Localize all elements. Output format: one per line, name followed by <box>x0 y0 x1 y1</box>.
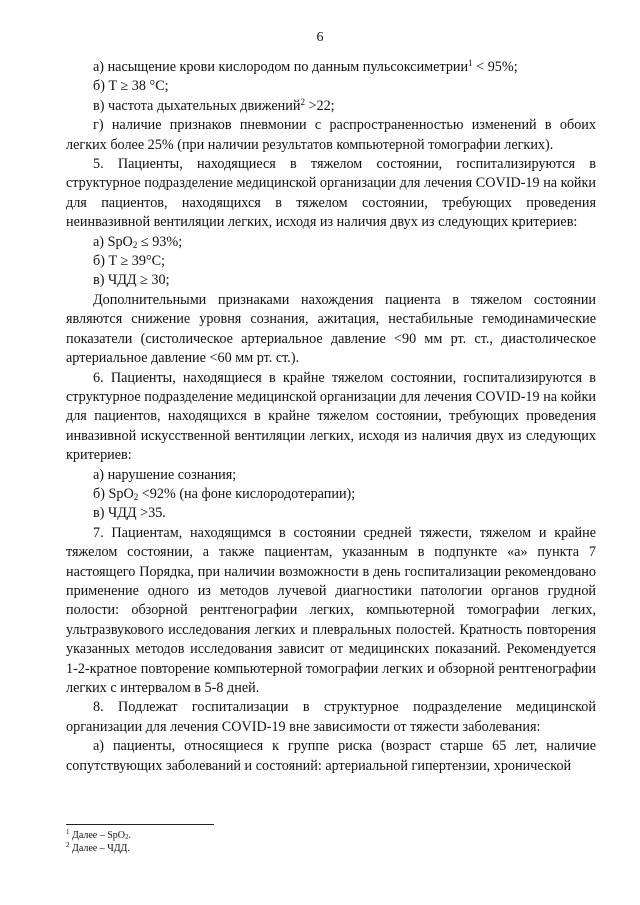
footnote-mark: 1 <box>66 828 70 836</box>
criterion-text: б) SpO <box>93 485 134 502</box>
footnote-text: Далее – ЧДД. <box>69 843 130 854</box>
subscript: 2 <box>132 239 138 250</box>
footnote-1 <box>66 830 131 842</box>
criterion-spo2-pulse <box>66 58 596 77</box>
subscript: 2 <box>133 491 139 502</box>
criterion-value: ≤ 93%; <box>137 233 183 250</box>
criterion-5a <box>66 233 596 252</box>
paragraph-5-extra: Дополнительными признаками нахождения пациента в тяжелом состоянии являются снижение уровня сознания, ажитация, нестабильные гемодинамические показатели (систолическое артериальное давление <90 мм рт. ст., диастолическое артериальное давление <60 мм рт. ст.). <box>66 291 596 367</box>
footnote-text: . <box>128 830 131 841</box>
footnote-separator <box>66 824 214 825</box>
criterion-6a: а) нарушение сознания; <box>93 466 237 483</box>
criterion-value: >22; <box>304 97 335 114</box>
page-body <box>66 58 596 776</box>
criterion-value: <92% (на фоне кислородотерапии); <box>138 485 356 502</box>
criterion-6c: в) ЧДД >35. <box>93 505 166 522</box>
paragraph-8a: а) пациенты, относящиеся к группе риска (возраст старше 65 лет, наличие сопутствующих заболеваний и состояний: артериальной гипертензии, хронической <box>66 738 596 774</box>
footnote-mark: 2 <box>66 841 70 849</box>
criterion-value: < 95%; <box>472 59 518 75</box>
criterion-5b: б) T ≥ 39°C; <box>93 253 166 270</box>
criterion-pneumonia: г) наличие признаков пневмонии с распространенностью изменений в обоих легких более 25% (при наличии результатов компьютерной томографии легких). <box>66 117 596 153</box>
criterion-text: а) насыщение крови кислородом по данным пульсоксиметрии <box>93 59 469 75</box>
footnote-ref-2: 2 <box>300 96 305 107</box>
criterion-5c: в) ЧДД ≥ 30; <box>93 272 170 289</box>
paragraph-8: 8. Подлежат госпитализации в структурное подразделение медицинской организации для лечения COVID-19 вне зависимости от тяжести заболевания: <box>66 699 596 735</box>
criterion-resp-rate <box>66 97 596 116</box>
criterion-text: в) частота дыхательных движений <box>93 97 301 114</box>
footnote-text: Далее – SpO <box>69 830 125 841</box>
footnote-ref-1: 1 <box>468 58 473 68</box>
paragraph-5: 5. Пациенты, находящиеся в тяжелом состоянии, госпитализируются в структурное подразделение медицинской организации для лечения COVID-19 на койки для пациентов, находящихся в тяжелом состоянии, требующих проведения неинвазивной вентиляции легких, исходя из наличия двух из следующих критериев: <box>66 156 596 231</box>
page-number: 6 <box>316 30 324 45</box>
subscript: 2 <box>125 833 129 841</box>
footnote-2 <box>66 843 130 855</box>
paragraph-6: 6. Пациенты, находящиеся в крайне тяжелом состоянии, госпитализируются в структурное подразделение медицинской организации для лечения COVID-19 на койки для пациентов, находящихся в крайне тяжелом состоянии, требующих проведения инвазивной искусственной вентиляции легких, исходя из наличия двух из следующих критериев: <box>66 369 596 464</box>
paragraph-7: 7. Пациентам, находящимся в состоянии средней тяжести, тяжелом и крайне тяжелом состоянии, а также пациентам, указанным в подпункте «а» пункта 7 настоящего Порядка, при наличии возможности в день госпитализации рекомендовано применение одного из методов лучевой диагностики патологии органов грудной полости: обзорной рентгенографии легких, компьютерной томографии легких, ультразвукового исследования легких и плевральных полостей. Кратность повторения указанных методов исследования зависит от медицинских показаний. Рекомендуется 1-2-кратное повторение компьютерной томографии легких и обзорной рентгенографии легких с интервалом в 5-8 дней. <box>66 524 596 696</box>
criterion-temp-38: б) T ≥ 38 °C; <box>93 78 169 95</box>
criterion-text: а) SpO <box>93 233 133 250</box>
criterion-6b <box>66 485 596 504</box>
